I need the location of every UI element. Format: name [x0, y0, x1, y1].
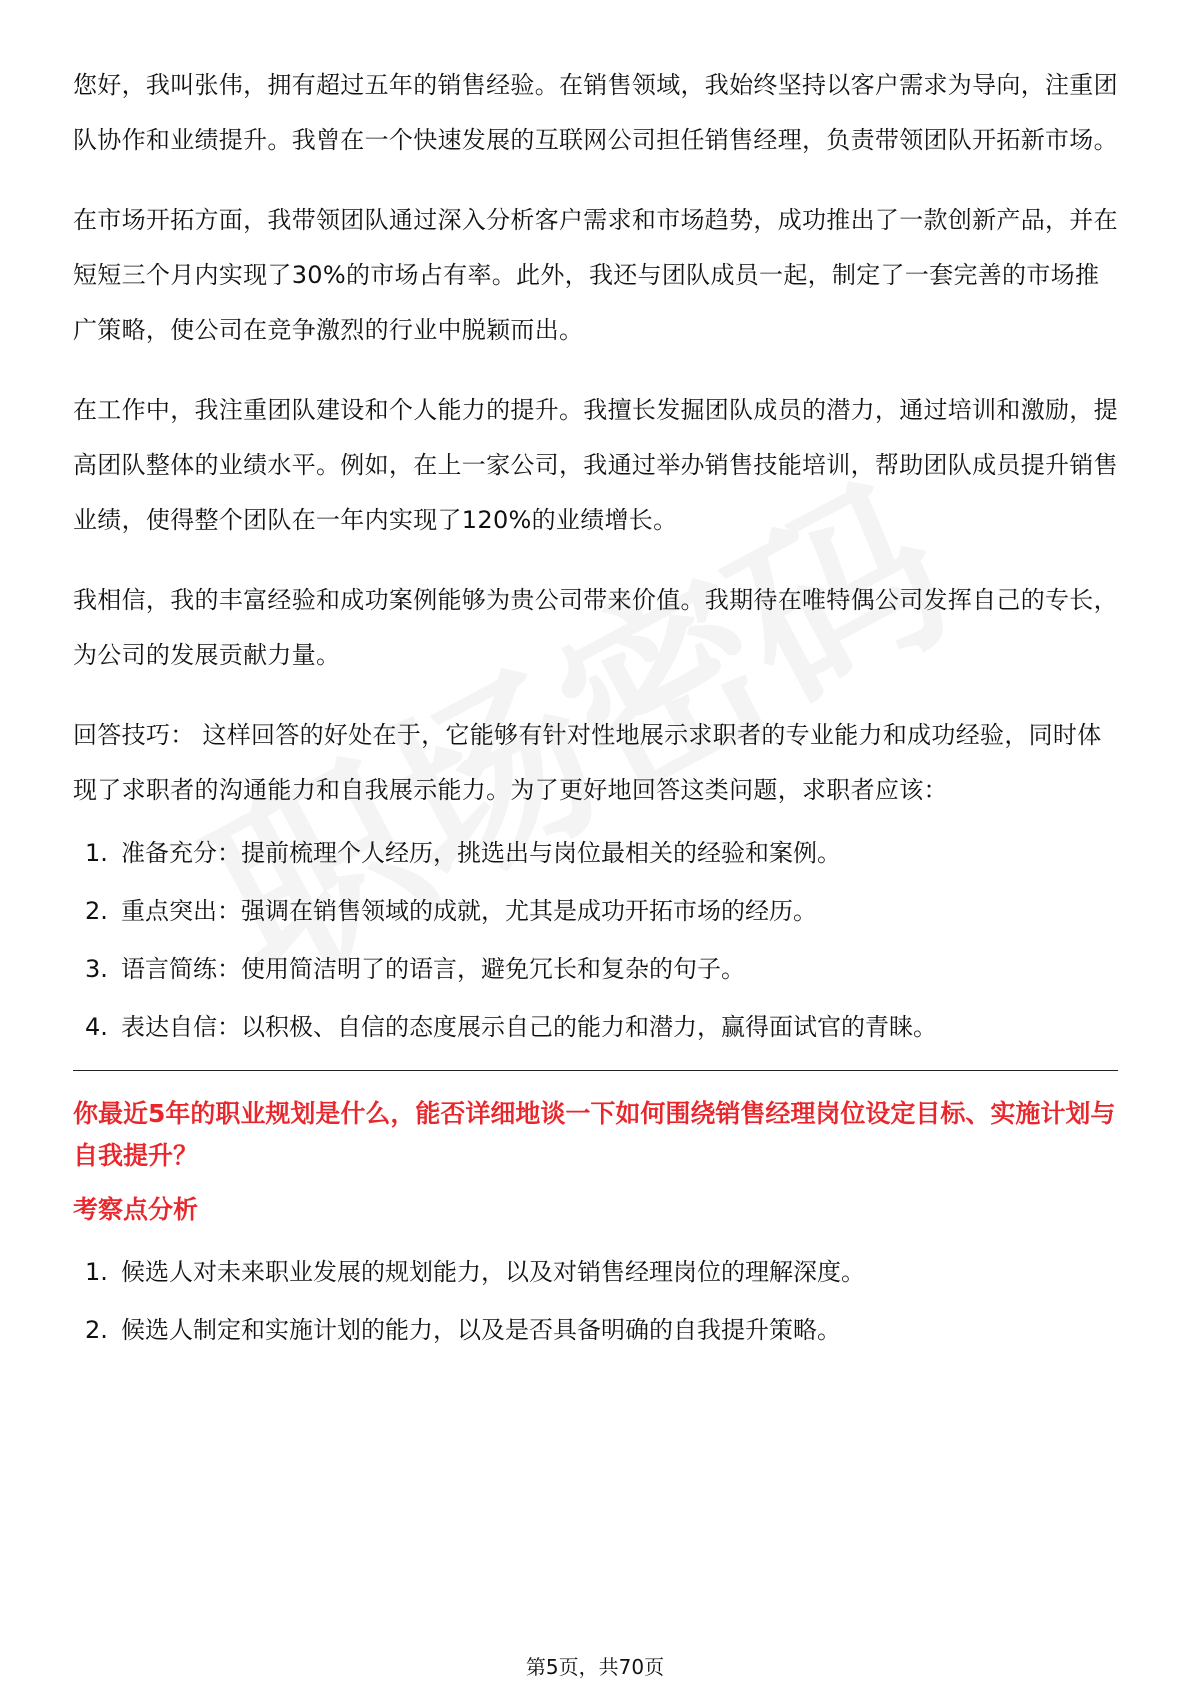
list-item: 2. 候选人制定和实施计划的能力，以及是否具备明确的自我提升策略。: [85, 1316, 841, 1344]
list-item: 4. 表达自信：以积极、自信的态度展示自己的能力和潜力，赢得面试官的青睐。: [85, 1013, 937, 1041]
tips-list: [73, 838, 1118, 1042]
interview-question: 你最近5年的职业规划是什么，能否详细地谈一下如何围绕销售经理岗位设定目标、实施计划与自我提升？: [73, 1099, 1116, 1170]
list-item: 1. 候选人对未来职业发展的规划能力，以及对销售经理岗位的理解深度。: [85, 1258, 865, 1286]
list-item: 2. 重点突出：强调在销售领域的成就，尤其是成功开拓市场的经历。: [85, 897, 817, 925]
analysis-list: [73, 1257, 1118, 1345]
paragraph-intro: 您好，我叫张伟，拥有超过五年的销售经验。在销售领域，我始终坚持以客户需求为导向，注重团队协作和业绩提升。我曾在一个快速发展的互联网公司担任销售经理，负责带领团队开拓新市场。: [73, 71, 1118, 154]
paragraph-team: 在工作中，我注重团队建设和个人能力的提升。我擅长发掘团队成员的潜力，通过培训和激励，提高团队整体的业绩水平。例如，在上一家公司，我通过举办销售技能培训，帮助团队成员提升销售业绩，使得整个团队在一年内实现了120%的业绩增长。: [73, 396, 1118, 534]
page-content: [73, 58, 1118, 1373]
paragraph-tips-intro: 回答技巧： 这样回答的好处在于，它能够有针对性地展示求职者的专业能力和成功经验，同时体现了求职者的沟通能力和自我展示能力。为了更好地回答这类问题，求职者应该：: [73, 721, 1102, 804]
page-number: 第5页，共70页: [525, 1655, 665, 1679]
section-divider: [73, 1070, 1118, 1071]
list-item: 3. 语言简练：使用简洁明了的语言，避免冗长和复杂的句子。: [85, 955, 745, 983]
list-item: 1. 准备充分：提前梳理个人经历，挑选出与岗位最相关的经验和案例。: [85, 839, 841, 867]
analysis-heading: 考察点分析: [73, 1195, 199, 1224]
paragraph-market: 在市场开拓方面，我带领团队通过深入分析客户需求和市场趋势，成功推出了一款创新产品，并在短短三个月内实现了30%的市场占有率。此外，我还与团队成员一起，制定了一套完善的市场推广策略，使公司在竞争激烈的行业中脱颖而出。: [73, 206, 1118, 344]
paragraph-value: 我相信，我的丰富经验和成功案例能够为贵公司带来价值。我期待在唯特偶公司发挥自己的专长，为公司的发展贡献力量。: [73, 586, 1118, 669]
